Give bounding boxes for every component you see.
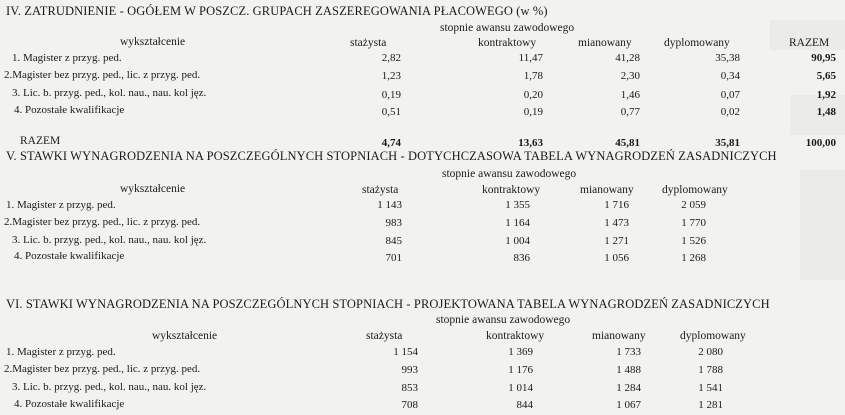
row-label: 2.Magister bez przyg. ped., lic. z przyg. ped. <box>4 216 201 228</box>
table-cell-total: 1,92 <box>816 89 836 101</box>
table-cell: 1 056 <box>604 252 629 264</box>
column-header: stażysta <box>366 330 403 342</box>
table-cell-total: 1,48 <box>816 106 836 118</box>
table-cell: 1 355 <box>505 199 530 211</box>
table-cell: 1 004 <box>505 235 530 247</box>
table-cell-total: 90,95 <box>811 52 836 64</box>
row-label: 4. Pozostałe kwalifikacje <box>14 398 125 410</box>
column-header: mianowany <box>578 37 632 49</box>
table-cell: 1 526 <box>681 235 706 247</box>
table-cell: 1,46 <box>620 89 640 101</box>
row-label: 2.Magister bez przyg. ped., lic. z przyg. ped. <box>4 69 201 81</box>
table-cell: 1 268 <box>681 252 706 264</box>
column-header: RAZEM <box>789 37 830 49</box>
table-cell: 1 014 <box>508 382 533 394</box>
row-label: 2.Magister bez przyg. ped., lic. z przyg. ped. <box>4 363 201 375</box>
scan-shadow <box>800 170 845 280</box>
table-cell: 993 <box>401 364 418 376</box>
table-cell: 853 <box>401 382 418 394</box>
table-cell: 41,28 <box>615 52 640 64</box>
table-cell: 1 473 <box>604 217 629 229</box>
table-cell: 1 154 <box>393 346 418 358</box>
column-header: dyplomowany <box>680 330 746 342</box>
row-label: 1. Magister z przyg. ped. <box>6 346 116 358</box>
table-cell: 0,77 <box>620 106 640 118</box>
column-header: dyplomowany <box>662 184 728 196</box>
table-cell: 1 716 <box>604 199 629 211</box>
table-cell: 1 067 <box>616 399 641 411</box>
table-cell: 708 <box>401 399 418 411</box>
table-cell: 2 080 <box>698 346 723 358</box>
table-cell: 836 <box>513 252 530 264</box>
table-cell: 1 164 <box>505 217 530 229</box>
row-label: 3. Lic. b. przyg. ped., kol. nau., nau. kol jęz. <box>12 234 207 246</box>
table-cell: 45,81 <box>615 137 640 149</box>
column-group-header: stopnie awansu zawodowego <box>442 168 577 180</box>
table-cell: 845 <box>385 235 402 247</box>
table-cell: 1 733 <box>616 346 641 358</box>
table-cell: 983 <box>385 217 402 229</box>
table-cell: 1 281 <box>698 399 723 411</box>
table-cell: 100,00 <box>805 137 836 149</box>
row-label: 1. Magister z przyg. ped. <box>6 199 116 211</box>
column-header: mianowany <box>592 330 646 342</box>
table-cell: 35,81 <box>715 137 740 149</box>
column-header-education: wykształcenie <box>120 183 186 195</box>
column-header: stażysta <box>362 184 399 196</box>
column-header-education: wykształcenie <box>152 330 218 342</box>
table-cell: 2 059 <box>681 199 706 211</box>
table-cell: 0,02 <box>720 106 740 118</box>
table-cell: 2,82 <box>381 52 401 64</box>
table-cell: 1 369 <box>508 346 533 358</box>
table-cell: 0,19 <box>523 106 543 118</box>
column-group-header: stopnie awansu zawodowego <box>436 314 571 326</box>
section-title: IV. ZATRUDNIENIE - OGÓŁEM W POSZCZ. GRUPACH ZASZEREGOWANIA PŁACOWEGO (w %) <box>6 4 548 18</box>
table-cell: 844 <box>516 399 533 411</box>
column-header: kontraktowy <box>486 330 545 342</box>
table-cell: 1 284 <box>616 382 641 394</box>
table-cell: 0,07 <box>720 89 740 101</box>
row-label: 4. Pozostałe kwalifikacje <box>14 104 125 116</box>
column-group-header: stopnie awansu zawodowego <box>440 22 575 34</box>
row-label: 3. Lic. b. przyg. ped., kol. nau., nau. kol jęz. <box>12 381 207 393</box>
column-header: kontraktowy <box>478 37 537 49</box>
table-cell: 11,47 <box>518 52 543 64</box>
section-title: VI. STAWKI WYNAGRODZENIA NA POSZCZEGÓLNYCH STOPNIACH - PROJEKTOWANA TABELA WYNAGRODZEŃ ZASADNICZYCH <box>6 297 770 311</box>
table-cell: 35,38 <box>715 52 740 64</box>
table-cell: 1,23 <box>381 70 401 82</box>
table-cell: 1 770 <box>681 217 706 229</box>
table-cell: 0,34 <box>720 70 740 82</box>
table-cell: 13,63 <box>518 137 543 149</box>
row-label: RAZEM <box>20 135 61 147</box>
table-cell: 0,51 <box>381 106 401 118</box>
table-cell: 4,74 <box>381 137 401 149</box>
table-cell: 1 143 <box>377 199 402 211</box>
table-cell: 1 488 <box>616 364 641 376</box>
table-cell: 1 788 <box>698 364 723 376</box>
table-cell: 2,30 <box>620 70 640 82</box>
row-label: 3. Lic. b. przyg. ped., kol. nau., nau. kol jęz. <box>12 87 207 99</box>
table-cell: 1 271 <box>604 235 629 247</box>
table-cell: 0,20 <box>523 89 543 101</box>
table-cell: 1 541 <box>698 382 723 394</box>
table-cell: 701 <box>385 252 402 264</box>
table-cell-total: 5,65 <box>816 70 836 82</box>
column-header-education: wykształcenie <box>120 36 186 48</box>
row-label: 1. Magister z przyg. ped. <box>12 52 122 64</box>
column-header: dyplomowany <box>664 37 730 49</box>
table-cell: 1,78 <box>523 70 543 82</box>
column-header: mianowany <box>580 184 634 196</box>
table-cell: 1 176 <box>508 364 533 376</box>
column-header: kontraktowy <box>482 184 541 196</box>
section-title: V. STAWKI WYNAGRODZENIA NA POSZCZEGÓLNYCH STOPNIACH - DOTYCHCZASOWA TABELA WYNAGRODZEŃ ZASADNICZYCH <box>6 149 777 163</box>
table-cell: 0,19 <box>381 89 401 101</box>
row-label: 4. Pozostałe kwalifikacje <box>14 250 125 262</box>
column-header: stażysta <box>350 37 387 49</box>
